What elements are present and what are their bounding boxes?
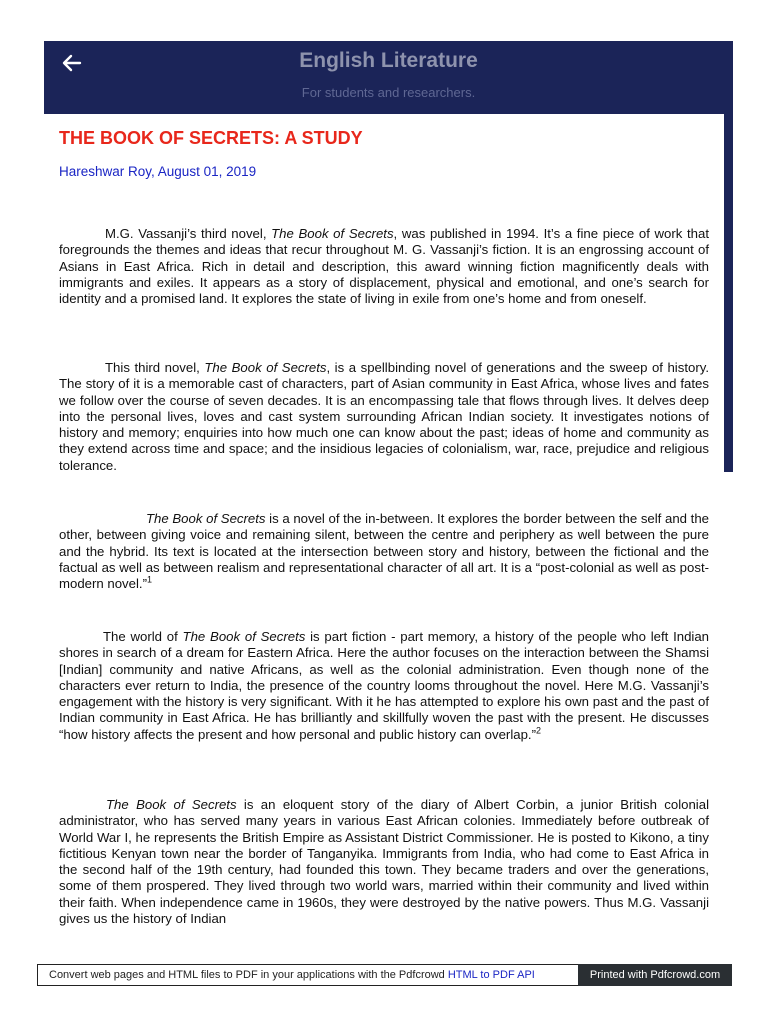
article-title: THE BOOK OF SECRETS: A STUDY — [59, 128, 363, 148]
article-paragraph-3: The Book of Secrets is a novel of the in-between. It explores the border between the self and the other, between giving voice and remaining silent, between the centre and periphery as well between the pure and the hybrid. Its text is located at the intersection between story and history, between the fictional and the factual as well as between realism and representational character of all art. It is a “post-colonial as well as post-modern novel.”$^1$ — [59, 511, 710, 592]
site-header — [44, 41, 733, 114]
article-paragraph-4: The world of The Book of Secrets is part fiction - part memory, a history of the people who left Indian shores in search of a dream for Eastern Africa. Here the author focuses on the interaction between the Shamsi [Indian] community and native Africans, as well as the colonial administration. Even though none of the characters ever return to India, the presence of the country looms throughout the novel. Here M.G. Vassanji’s engagement with the history is very significant. With it he has attempted to explore his own past and the past of Indian community in East Africa. He has brilliantly and skillfully woven the past with the present. He discusses “how history affects the present and how personal and public history can overlap.”$^2$ — [59, 629, 710, 742]
article-paragraph-5: The Book of Secrets is an eloquent story of the diary of Albert Corbin, a junior British colonial administrator, who has served many years in various East African colonies. Immediately before outbreak of World War I, he represents the British Empire as Assistant District Commissioner. He is posted to Kikono, a tiny fictitious Kenyan town near the border of Tanganyika. Immigrants from India, who had come to East Africa in the second half of the 19th century, had founded this town. They became traders and over the generations, some of them prospered. They lived through two world wars, married within their community and lived within their faith. When independence came in 1960s, they were destroyed by the native powers. Thus M.G. Vassanji gives us the history of Indian — [59, 797, 709, 927]
right-sidebar-bar — [724, 114, 733, 472]
article-paragraph-2: This third novel, The Book of Secrets, is a spellbinding novel of generations and the sweep of history. The story of it is a memorable cast of characters, part of Asian community in East Africa, whose lives and fates we follow over the course of seven decades. It is an encompassing tale that flows through lives. It delves deep into the personal lives, loves and cast system surrounding African Indian society. It investigates notions of history and memory; enquiries into how much one can know about the past; ideas of home and community as they extend across time and space; and the insidious legacies of colonialism, war, race, prejudice and religious tolerance. — [59, 360, 709, 473]
footer-text: Convert web pages and HTML files to PDF in your applications with the Pdfcrowd HTML to PDF API — [49, 969, 535, 981]
html-to-pdf-link[interactable]: HTML to PDF API — [447, 969, 535, 981]
book-title: The Book of Secrets — [271, 226, 394, 241]
article-byline: Hareshwar Roy, August 01, 2019 — [59, 164, 257, 179]
site-title[interactable]: English Literature — [299, 49, 478, 72]
site-subtitle: For students and researchers. — [301, 85, 476, 100]
footnote-ref-1: 1 — [146, 574, 152, 585]
footnote-ref-2: 2 — [535, 725, 541, 736]
printed-with-badge[interactable]: Printed with Pdfcrowd.com — [578, 964, 732, 986]
article-paragraph-1: M.G. Vassanji’s third novel, The Book of Secrets, was published in 1994. It’s a fine piece of work that foregrounds the themes and ideas that recur throughout M. G. Vassanji’s fiction. It is an engrossing account of Asians in East Africa. Rich in detail and description, this award winning fiction magnificently deals with immigrants and exiles. It appears as a story of displacement, physical and emotional, and one’s search for identity and a promised land. It explores the state of living in exile from one’s home and from oneself. — [59, 226, 709, 307]
book-title: The Book of Secrets — [182, 629, 306, 644]
book-title: The Book of Secrets — [204, 360, 327, 375]
book-title: The Book of Secrets — [146, 511, 266, 526]
book-title: The Book of Secrets — [106, 797, 237, 812]
pdfcrowd-footer — [37, 964, 732, 986]
